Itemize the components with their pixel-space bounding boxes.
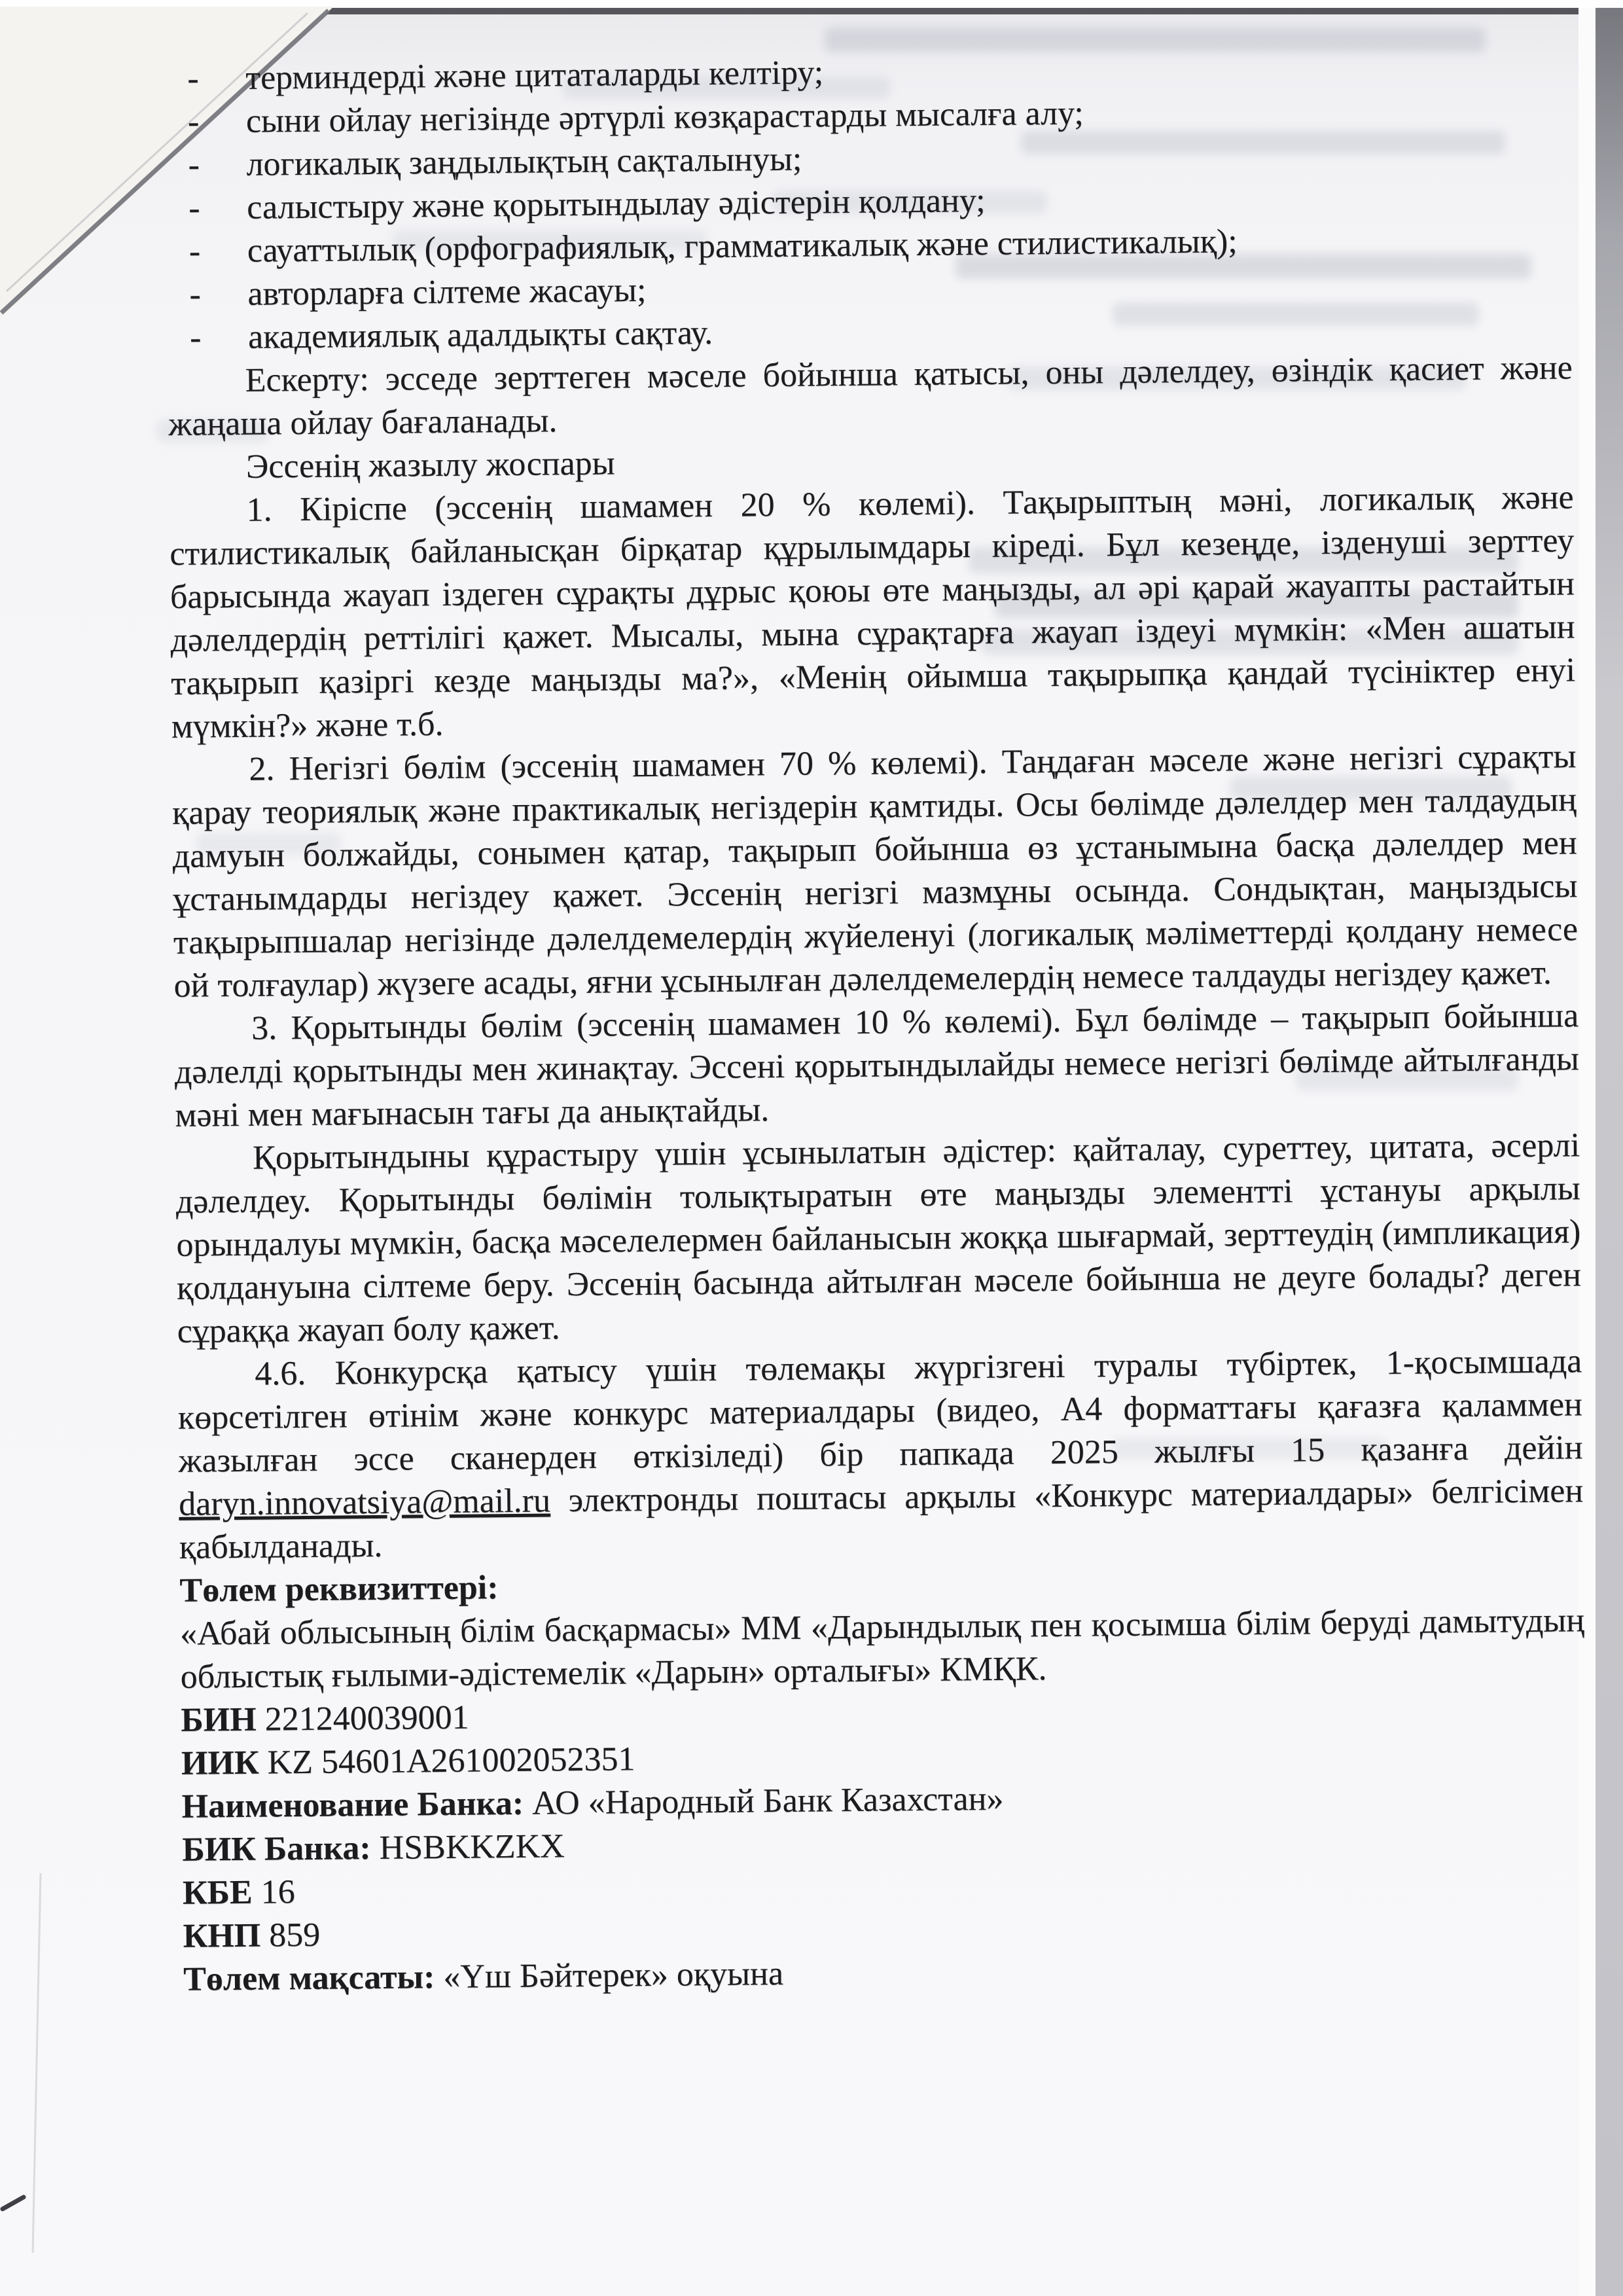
- payment-row-value: KZ 54601A261002052351: [267, 1740, 635, 1782]
- payment-row-label: Төлем мақсаты:: [183, 1958, 435, 1998]
- list-item-text: сауаттылық (орфографиялық, грамматикалық және стилистикалық);: [247, 223, 1238, 270]
- plan-heading: Эссенің жазылу жоспары: [245, 444, 615, 486]
- clause-4-6-text-after-email: электронды поштасы арқылы «Конкурс материалдары» белгісімен қабылданады.: [179, 1472, 1584, 1566]
- payment-row-value: 16: [260, 1873, 295, 1911]
- payment-details-section: [179, 1556, 1588, 2001]
- list-item-text: терминдерді және цитаталарды келтіру;: [245, 54, 824, 97]
- note-paragraph: Ескерту: эсседе зерттеген мәселе бойынша қатысы, оны дәлелдеу, өзіндік қасиет және жаңаша ойлау бағаланады.: [168, 349, 1573, 443]
- payment-row-label: КНП: [183, 1916, 261, 1955]
- payment-row-label: Наименование Банка:: [181, 1784, 524, 1825]
- conclusion-paragraph: 3. Қорытынды бөлім (эссенің шамамен 10 % көлемі). Бұл бөлімде – тақырып бойынша дәлелді қорытынды мен жинақтау. Эссені қорытындылайды немесе негізгі бөлімде айтылғанды мәні мен мағынасын тағы да анықтайды.: [174, 997, 1580, 1134]
- list-dash-marker: -: [188, 189, 200, 227]
- list-dash-marker: -: [188, 232, 201, 270]
- payment-row-value: 221240039001: [264, 1698, 469, 1738]
- payment-row-label: БИН: [181, 1700, 257, 1739]
- payment-organization: «Абай облысының білім басқармасы» ММ «Дарындылық пен қосымша білім беруді дамытудың облыстық ғылыми-әдістемелік «Дарын» орталығы» КМҚК.: [179, 1602, 1585, 1696]
- list-dash-marker: -: [189, 319, 202, 357]
- payment-row-value: АО «Народный Банк Казахстан»: [531, 1780, 1004, 1822]
- list-item-text: академиялық адалдықты сақтау.: [247, 314, 713, 356]
- criteria-bullet-list: [165, 44, 1572, 360]
- payment-details-heading-text: Төлем реквизиттері:: [179, 1569, 499, 1609]
- intro-paragraph: 1. Кіріспе (эссенің шамамен 20 % көлемі). Тақырыптың мәні, логикалық және стилистикалық байланысқан бірқатар құрылымдары кіреді. Бұл кезеңде, ізденуші зерттеу барысында жауап іздеген сұрақты дұрыс қоюы өте маңызды, ал әрі қарай жауапты растайтын дәлелдердің реттілігі қажет. Мысалы, мына сұрақтарға жауап іздеуі мүмкін: «Мен ашатын тақырып қазіргі кезде маңызды ма?», «Менің ойымша тақырыпқа қандай түсініктер енуі мүмкін?» және т.б.: [169, 478, 1576, 745]
- list-dash-marker: -: [187, 60, 199, 98]
- list-item-text: логикалық заңдылықтың сақталынуы;: [246, 140, 802, 183]
- payment-row-value: HSBKKZKX: [379, 1827, 565, 1867]
- clause-4-6-paragraph: [177, 1340, 1584, 1570]
- list-item-text: авторларға сілтеме жасауы;: [247, 271, 647, 313]
- payment-row-value: «Үш Бәйтерек» оқуына: [443, 1955, 784, 1996]
- list-item-text: сыни ойлау негізінде әртүрлі көзқарастарды мысалға алу;: [245, 94, 1084, 140]
- list-dash-marker: -: [188, 146, 200, 184]
- payment-row-label: ИИК: [181, 1744, 259, 1782]
- email-link[interactable]: daryn.innovatsiya@mail.ru: [178, 1482, 551, 1523]
- list-dash-marker: -: [189, 276, 202, 314]
- main-body-paragraph: 2. Негізгі бөлім (эссенің шамамен 70 % көлемі). Таңдаған мәселе және негізгі сұрақты қарау теориялық және практикалық негіздерін қамтиды. Осы бөлімде дәлелдер мен талдаудың дамуын болжайды, сонымен қатар, тақырып бойынша өз ұстанымына басқа дәлелдер мен ұстанымдарды негіздеу қажет. Эссенің негізгі мазмұны осында. Сондықтан, маңыздысы тақырыпшалар негізінде дәлелдемелердің жүйеленуі (логикалық мәліметтерді қолдану немесе ой толғаулар) жүзеге асады, яғни ұсынылған дәлелдемелердің немесе талдауды негіздеу қажет.: [171, 738, 1578, 1005]
- conclusion-methods-paragraph: Қорытындыны құрастыру үшін ұсынылатын әдістер: қайталау, суреттеу, цитата, әсерлі дәлелдеу. Қорытынды бөлімін толықтыратын өте маңызды элементті ұстануы арқылы орындалуы мүмкін, басқа мәселелермен байланысын жоққа шығармай, зерттеудің (импликация) қолдануына сілтеме беру. Эссенің басында айтылған мәселе бойынша не деуге болады? деген сұраққа жауап болу қажет.: [175, 1126, 1582, 1350]
- payment-row-value: 859: [268, 1916, 321, 1954]
- clause-4-6-text-before-email: 4.6. Конкурсқа қатысу үшін төлемақы жүргізгені туралы түбіртек, 1-қосымшада көрсетілген өтінім және конкурс материалдары (видео, А4 форматтағы қағазға қаламмен жазылған эссе сканерден өткізіледі) бір папкада 2025 жылғы 15 қазанға дейін: [177, 1342, 1583, 1480]
- payment-row-label: БИК Банка:: [182, 1829, 371, 1869]
- list-dash-marker: -: [187, 103, 200, 141]
- payment-row-label: КБЕ: [182, 1873, 253, 1912]
- document-text-block: [165, 44, 1588, 2001]
- list-item-text: салыстыру және қорытындылау әдістерін қолдану;: [246, 181, 986, 226]
